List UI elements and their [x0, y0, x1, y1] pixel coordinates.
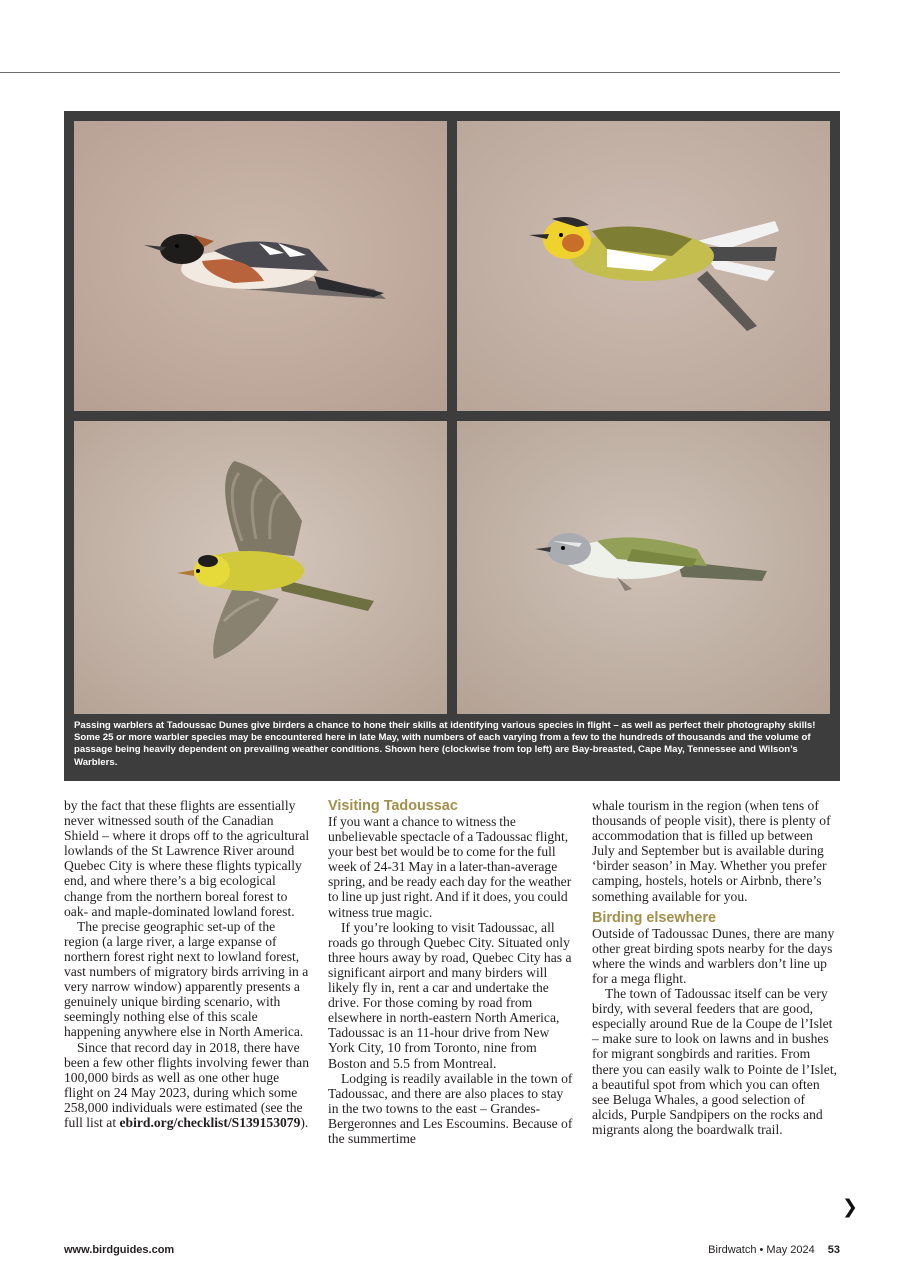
top-rule: [0, 72, 840, 73]
text-column-3: [592, 798, 838, 1137]
paragraph: whale tourism in the region (when tens of thousands of people visit), there is plenty of accommodation that is filled up between July and September but is available during ‘birder season’ in May. Whether you prefer camping, hostels, hotels or Airbnb, there’s something available for you.: [592, 798, 831, 904]
text-column-2: [328, 798, 574, 1146]
paragraph: If you want a chance to witness the unbelievable spectacle of a Tadoussac flight, your best bet would be to come for the full week of 24-31 May in a later-than-average spring, and be ready each day for the weather to line up just right. And if it does, you could witness true magic.: [328, 814, 572, 920]
photo-tennessee-warbler: [457, 421, 830, 714]
photo-wilsons-warbler: [74, 421, 447, 714]
section-heading-visiting-tadoussac: Visiting Tadoussac: [328, 798, 458, 814]
photo-caption: Passing warblers at Tadoussac Dunes give birders a chance to hone their skills at identifying various species in flight – as well as perfect their photography skills! Some 25 or more warbler species may be encountered here in late May, with numbers of each varying from a few to the hundreds of thousands and the volume of passage being heavily dependent on prevailing weather conditions. Shown here (clockwise from top left) are Bay-breasted, Cape May, Tennessee and Wilson’s Warblers.: [74, 720, 816, 768]
paragraph: [64, 1040, 310, 1131]
paragraph: Lodging is readily available in the town of Tadoussac, and there are also places to stay in the two towns to the east – Grandes-Bergeronnes and Les Escoumins. Because of the summertime: [328, 1070, 573, 1146]
chevron-right-icon[interactable]: ❯: [842, 1196, 858, 1218]
paragraph-text: ).: [300, 1114, 309, 1130]
paragraph: Outside of Tadoussac Dunes, there are many other great birding spots nearby for the days where the winds and warblers don’t line up for a mega flight.: [592, 925, 835, 986]
paragraph: The precise geographic set-up of the region (a large river, a large expanse of northern forest right next to lowland forest, vast numbers of migratory birds arriving in a very narrow window) apparently presents a genuinely unique birding scenario, with seemingly nothing else of this scale happening anywhere else in North America.: [64, 918, 309, 1040]
photo-grid: [64, 111, 840, 781]
footer-website[interactable]: www.birdguides.com: [64, 1244, 175, 1256]
footer-magazine-info: [708, 1244, 840, 1258]
page-number: 53: [827, 1244, 840, 1256]
paragraph: If you’re looking to visit Tadoussac, all roads go through Quebec City. Situated only three hours away by road, Quebec City has a significant airport and many birders will likely fly in, rent a car and undertake the drive. For those coming by road from elsewhere in north-eastern North America, Tadoussac is an 11-hour drive from New York City, 10 from Toronto, nine from Boston and 5.5 from Montreal.: [328, 919, 572, 1071]
photo-bay-breasted-warbler: [74, 121, 447, 411]
paragraph: by the fact that these flights are essentially never witnessed south of the Canadian Shield – where it drops off to the agricultural lowlands of the St Lawrence River around Quebec City is where these flights typically end, and where there’s a big ecological change from the northern boreal forest to oak- and maple-dominated lowland forest.: [64, 798, 310, 919]
ebird-checklist-link[interactable]: ebird.org/checklist/S139153079: [119, 1114, 301, 1130]
section-heading-birding-elsewhere: Birding elsewhere: [592, 909, 716, 926]
footer-magazine: Birdwatch • May 2024: [708, 1244, 815, 1256]
photo-cape-may-warbler: [457, 121, 830, 411]
text-column-1: [64, 798, 310, 1130]
paragraph-text: Since that record day in 2018, there have been a few other flights involving fewer than 100,000 birds as well as one other huge flight on 24 May 2023, during which some 258,000 individuals were estimated (see the full list at: [64, 1039, 309, 1130]
paragraph: The town of Tadoussac itself can be very birdy, with several feeders that are good, especially around Rue de la Coupe de l’Islet – make sure to look on lawns and in bushes for migrant songbirds and rarities. From there you can easily walk to Pointe de l’Islet, a beautiful spot from which you can often see Beluga Whales, a good selection of alcids, Purple Sandpipers on the rocks and migrants along the boardwalk trail.: [592, 986, 837, 1137]
